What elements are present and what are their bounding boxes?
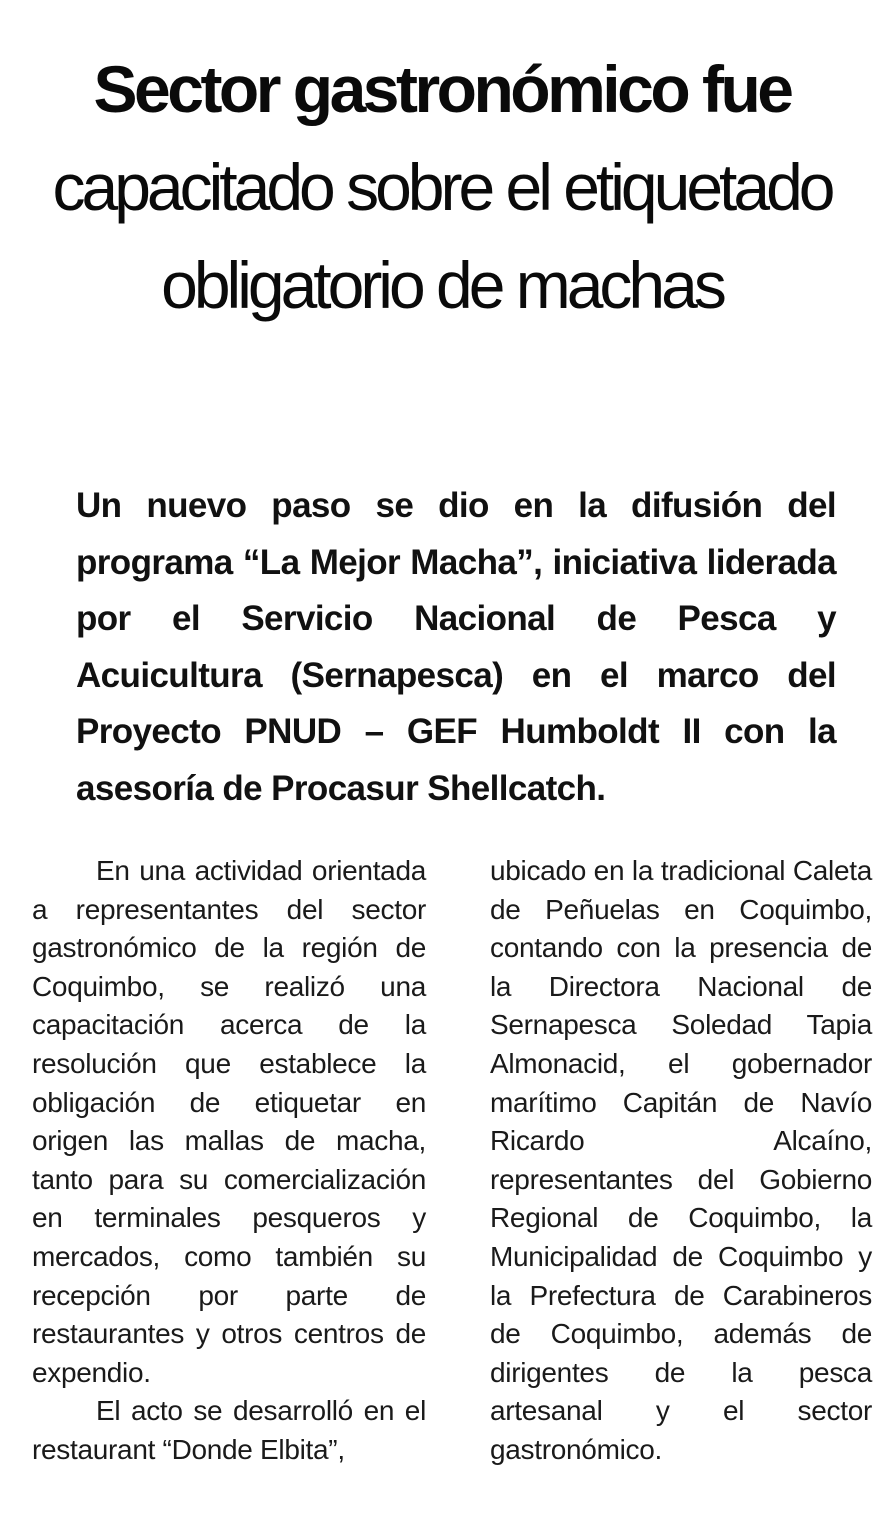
body-paragraph-2-continued: ubicado en la tradicional Caleta de Peñuelas en Coquimbo, contando con la presencia de la Directora Nacional de Sernapesca Soledad Tapia Almonacid, el gobernador marítimo Capitán de Navío Ricardo Alcaíno, representantes del Gobierno Regional de Coquimbo, la Municipalidad de Coquimbo y la Prefectura de Carabineros de Coquimbo, además de dirigentes de la pesca artesanal y el sector gastronómico.: [490, 855, 872, 1465]
article-headline: [0, 40, 884, 334]
body-paragraph-1: En una actividad orientada a representantes del sector gastronómico de la región de Coquimbo, se realizó una capacitación acerca de la resolución que establece la obligación de etiquetar en origen las mallas de macha, tanto para su comercialización en terminales pesqueros y mercados, como también su recepción por parte de restaurantes y otros centros de expendio.: [32, 855, 426, 1388]
article-lead: Un nuevo paso se dio en la difusión del programa “La Mejor Macha”, iniciativa liderada por el Servicio Nacional de Pesca y Acuicultura (Sernapesca) en el marco del Proyecto PNUD – GEF Humboldt II con la asesoría de Procasur Shellcatch.: [76, 486, 836, 808]
body-paragraph-2-start: El acto se desarrolló en el restaurant “Donde Elbita”,: [32, 1395, 426, 1465]
body-column-left: [32, 852, 426, 1470]
headline-line-1: Sector gastronómico fue: [93, 52, 791, 126]
body-column-right: [490, 852, 872, 1470]
headline-line-2: capacitado sobre el etiquetado: [52, 150, 832, 224]
headline-line-3: obligatorio de machas: [161, 248, 723, 322]
